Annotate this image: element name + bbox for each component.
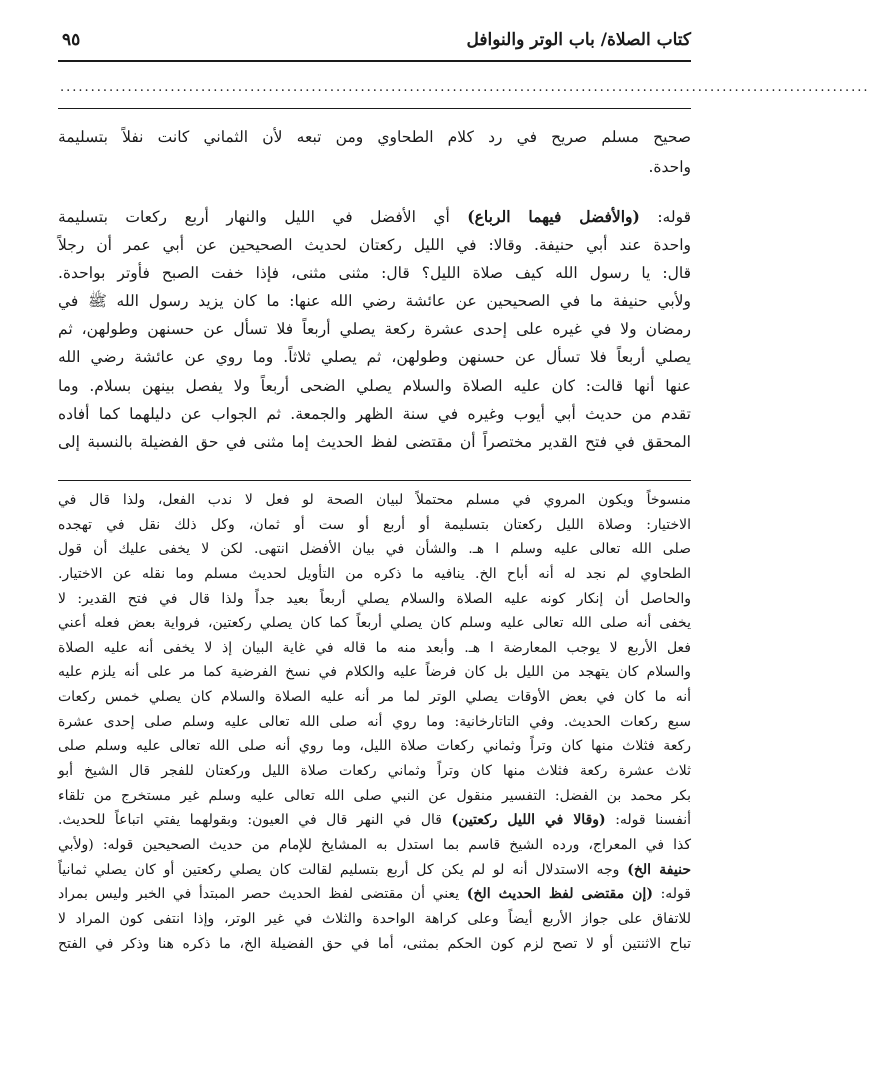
footnote-line: منسوخاً ويكون المروي في مسلم محتملاً لبيان الصحة لو فعل لا ندب الفعل، ولذا قال في xyxy=(58,492,691,508)
footnote-line: ثلاث عشرة ركعة فثلاث منها كان وتراً وثماني ركعات صلاة الليل وركعتان للفجر قال الشيخ أبو xyxy=(58,763,691,780)
dotted-separator: .................................................................................................................................... xyxy=(60,80,869,95)
text-line: عنها أنها قالت: كان عليه الصلاة والسلام يصلي الضحى أربعاً ولا يفصل بينهن بسلام. وما xyxy=(58,376,691,395)
text-line: ولأبي حنيفة ما في الصحيحين عن عائشة رضي الله عنها: ما كان يزيد رسول الله ﷺ في xyxy=(58,292,691,311)
text-line: صحيح مسلم صريح في رد كلام الطحاوي ومن تبعه لأن الثماني كانت نفلاً بتسليمة xyxy=(58,128,691,146)
footnote-line: يخفى أنه صلى الله تعالى عليه وسلم كان يصلي أربعاً كما كان يصلي ركعتين، فرواية بعض فعله أعني xyxy=(58,615,691,632)
text-line: واحدة عند أبي حنيفة. وقالا: في الليل ركعتان لحديث الصحيحين عن أبي عمر أن رجلاً xyxy=(58,236,691,255)
main-paragraph-2 xyxy=(58,203,691,456)
header-rule xyxy=(58,60,691,62)
quoted-matn: (والأفضل فيهما الرباع) xyxy=(467,207,640,226)
footnote-line: تباح الاثنتين أو لا تصح لزم كون الحكم بمثنى، أما في حق الفضيلة الخ، ما ذكره هنا وذكر في الفتح xyxy=(58,935,691,952)
footnote-line: صلى الله تعالى عليه وسلم ا هـ. والشأن في بيان الأفضل انتهى. لكن لا يخفى عليك أن قول xyxy=(58,541,691,558)
footnote-line: الطحاوي لم نجد له أنه أباح الخ. ينافيه ما ذكره من التأويل لحديث مسلم وما نقله عن الاختيار. xyxy=(58,565,691,582)
running-header-title: كتاب الصلاة/ باب الوتر والنوافل xyxy=(466,30,691,50)
footnote-prefix: أنفسنا قوله: xyxy=(605,812,692,829)
footnote-line: كذا في المعراج، ورده الشيخ قاسم بما استدل به المشايخ للإمام من حديث الصحيحين قوله: (ولأبي xyxy=(58,836,691,853)
text-line: المحقق في فتح القدير مختصراً أن مقتضى لفظ الحديث إما مثنى في حق الفضيلة بالنسبة إلى xyxy=(58,432,691,451)
commentary-text: يعني أن مقتضى لفظ الحديث حصر المبتدأ في الخبر وليس بمراد xyxy=(58,886,467,903)
text-line: يصلي أربعاً فلا تسأل عن حسنهن وطولهن، ثم يصلي ثلاثاً. وما روي عن عائشة رضي الله xyxy=(58,348,691,367)
footnote-prefix: قوله: xyxy=(652,886,691,903)
quote-prefix: قوله: xyxy=(639,208,692,226)
footnote-line: الاختيار: وصلاة الليل ركعتان بتسليمة أو أربع أو ست أو ثمان، وكل ذلك نقل في تهجده xyxy=(58,516,691,533)
text-top-rule xyxy=(58,108,691,109)
footnote-line: فعل الأربع لا يوجب المعارضة ا هـ. وأبعد منه ما قاله في غاية البيان إذ لا يخفى أنه عليه الصلاة xyxy=(58,639,691,656)
quoted-matn: حنيفة الخ) xyxy=(627,861,691,878)
text-line: تقدم من حديث أبي أيوب وغيره في سنة الظهر والجمعة. ثم الجواب عن دليلهما كما أفاده xyxy=(58,404,691,423)
footnote-commentary xyxy=(58,488,691,956)
footnote-line: بكر محمد بن الفضل: التفسير منقول عن النبي صلى الله تعالى عليه وسلم غير مستخرج من تلقاء xyxy=(58,787,691,804)
footnote-line: أنه ما كان في بعض الأوقات يصلي الوتر لما مر أنه عليه الصلاة والسلام كان يصلي خمس ركعات xyxy=(58,689,691,706)
text-line: واحدة. xyxy=(648,158,691,176)
page-number: ٩٥ xyxy=(62,30,81,50)
commentary-text: أي الأفضل في الليل والنهار أربع ركعات بتسليمة xyxy=(58,208,468,226)
footnote-line xyxy=(58,882,691,907)
main-paragraph-1 xyxy=(58,122,691,182)
footnote-line xyxy=(58,808,691,833)
footnote-line: ركعة فثلاث منها كان وتراً وثماني ركعات صلاة الليل، وما روي أنه صلى الله تعالى عليه وسلم صلى xyxy=(58,738,691,755)
footnote-line xyxy=(58,858,691,883)
footnote-line: للاتفاق على جواز الأربع أيضاً وعلى كراهة الواحدة والثلاث في غير الوتر، وإذا انتفى كون المراد لا xyxy=(58,910,691,927)
footnote-rule xyxy=(58,480,691,481)
text-line: قال: يا رسول الله كيف صلاة الليل؟ قال: مثنى مثنى، فإذا خفت الصبح فأوتر بواحدة. xyxy=(58,264,691,283)
footnote-line: والحاصل أن إنكار كونه عليه الصلاة والسلام يصلي أربعاً بعيد جداً ولذا قال في فتح القدير: لا xyxy=(58,590,691,607)
commentary-text: قال في النهر قال في العيون: وبقولهما يفتي اتباعاً للحديث. xyxy=(58,812,452,829)
text-line: رمضان ولا في غيره على إحدى عشرة ركعة يصلي أربعاً فلا تسأل عن حسنهن وطولهن، ثم xyxy=(58,320,691,339)
quoted-matn: (إن مقتضى لفظ الحديث الخ) xyxy=(466,886,653,903)
commentary-text: وجه الاستدلال أنه لو لم يكن كل أربع بتسليم لقالت كان يصلي ركعتين أو كان يصلي ثمانياً xyxy=(58,861,628,878)
text-line xyxy=(58,203,691,231)
quoted-matn: (وقالا في الليل ركعتين) xyxy=(451,812,606,829)
footnote-line: سبع ركعات الحديث. وفي التاتارخانية: وما روي أنه صلى الله تعالى عليه وسلم صلى إحدى عشرة xyxy=(58,713,691,730)
footnote-line: والسلام كان يتهجد من الليل بل كان فرضاً عليه والكلام في نسخ الفرضية كما مر على أنه يلزم عليه xyxy=(58,664,691,681)
